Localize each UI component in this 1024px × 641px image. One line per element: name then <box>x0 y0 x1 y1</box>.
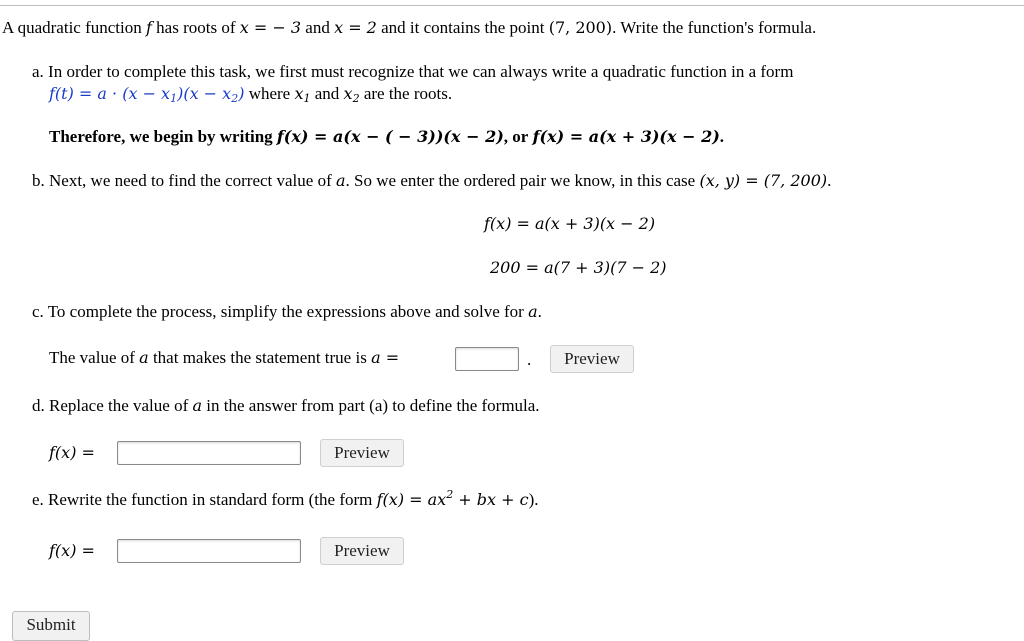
part-a-line-2 <box>49 83 452 105</box>
preview-button-standard[interactable]: Preview <box>320 537 404 565</box>
equation-2: 200 = a(7 + 3)(7 − 2) <box>490 258 667 277</box>
part-c-line <box>32 301 542 323</box>
part-a-line-1: a. In order to complete this task, we first must recognize that we can always write a quadratic function in a form <box>32 62 794 81</box>
period: . <box>827 171 832 190</box>
part-c-text: c. To complete the process, simplify the expressions above and solve for <box>32 302 524 321</box>
part-c-value-line <box>49 347 399 369</box>
part-e-line <box>32 489 539 511</box>
equation-1: f(x) = a(x + 3)(x − 2) <box>484 214 656 233</box>
or-text: , or <box>503 127 529 146</box>
ordered-pair: (x, y) = (7, 200) <box>699 171 828 190</box>
x1-symbol: $x_1$ <box>294 84 311 105</box>
a-symbol: a <box>192 396 203 415</box>
a-value-input[interactable] <box>455 347 519 371</box>
a-symbol: a <box>139 348 149 367</box>
submit-button[interactable]: Submit <box>12 611 90 641</box>
a-equals: a = <box>371 348 400 367</box>
factored-expression-2: f(x) = a(x + 3)(x − 2) <box>532 127 720 146</box>
period: . <box>527 350 532 369</box>
and-text: and <box>314 84 340 103</box>
part-d-line <box>32 395 540 417</box>
problem-f: f <box>146 18 152 37</box>
problem-and: and <box>305 18 330 37</box>
problem-text-4: . Write the function's formula. <box>612 18 817 37</box>
problem-text-2: has roots of <box>156 18 236 37</box>
factored-expression-1: f(x) = a(x − ( − 3))(x − 2) <box>276 127 504 146</box>
roots-text: are the roots. <box>363 84 453 103</box>
x2-symbol: $x_2$ <box>343 84 360 105</box>
part-a-therefore <box>49 126 724 148</box>
top-divider <box>0 5 1024 6</box>
standard-form: $f(x) = ax^2$ + bx + c <box>376 488 529 509</box>
period: . <box>719 127 725 146</box>
where-text: where <box>248 84 291 103</box>
part-d-text-1: d. Replace the value of <box>32 396 189 415</box>
given-point: (7, 200) <box>548 18 613 37</box>
problem-text-3: and it contains the point <box>381 18 545 37</box>
preview-button-a[interactable]: Preview <box>550 345 634 373</box>
general-form: $f(t) = a \cdot (x - x_1)(x - x_2)$ <box>49 84 245 105</box>
formula-input[interactable] <box>117 441 301 465</box>
period: . <box>537 302 542 321</box>
part-b-text-2: . So we enter the ordered pair we know, in this case <box>345 171 696 190</box>
part-b-line <box>32 170 831 192</box>
a-symbol: a <box>528 302 538 321</box>
part-d-text-2: in the answer from part (a) to define the formula. <box>206 396 540 415</box>
problem-text-1: A quadratic function <box>2 18 142 37</box>
therefore-text: Therefore, we begin by writing <box>49 127 273 146</box>
value-text: The value of <box>49 348 135 367</box>
fx-label-e: f(x) = <box>49 541 95 560</box>
part-e-text-1: e. Rewrite the function in standard form (the form <box>32 490 373 509</box>
value-text-2: that makes the statement true is <box>152 348 367 367</box>
problem-statement <box>2 17 816 39</box>
standard-form-input[interactable] <box>117 539 301 563</box>
part-b-text-1: b. Next, we need to find the correct value of <box>32 171 332 190</box>
fx-label-d: f(x) = <box>49 443 95 462</box>
root-2: x = 2 <box>334 18 377 37</box>
root-1: x = − 3 <box>239 18 302 37</box>
preview-button-formula[interactable]: Preview <box>320 439 404 467</box>
a-symbol: a <box>336 171 346 190</box>
part-e-text-2: ). <box>528 490 539 509</box>
